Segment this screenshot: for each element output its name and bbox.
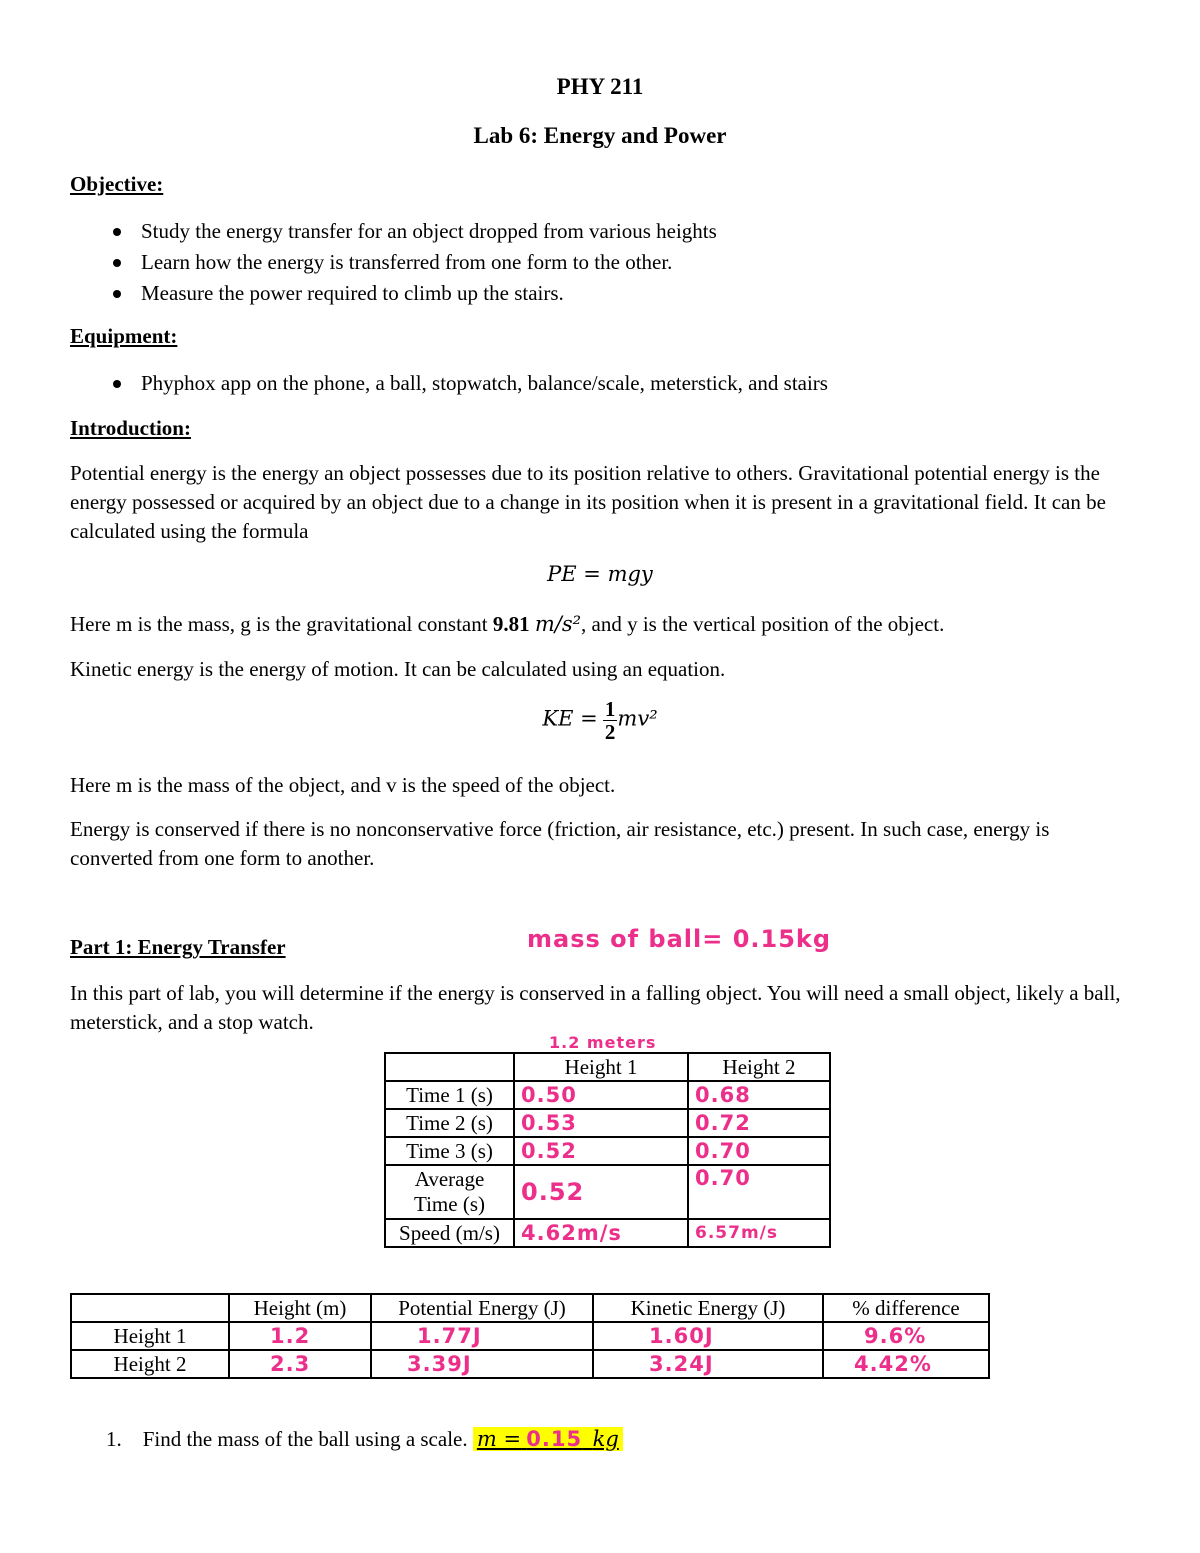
intro-paragraph-2: Here m is the mass, g is the gravitational constant 9.81 m/s², and y is the vertical position of the object. xyxy=(70,612,945,636)
intro-paragraph-4: Here m is the mass of the object, and v is the speed of the object. xyxy=(70,773,616,797)
handwritten-cell: 2.3 xyxy=(229,1350,371,1378)
energy-table xyxy=(70,1293,990,1379)
time-table xyxy=(384,1052,831,1248)
column-header: Potential Energy (J) xyxy=(371,1294,593,1322)
handwritten-cell: 3.39J xyxy=(371,1350,593,1378)
handwritten-cell: 4.42% xyxy=(823,1350,989,1378)
row-label: Average Time (s) xyxy=(385,1165,514,1219)
g-unit: m/s² xyxy=(534,612,582,636)
table-row xyxy=(385,1109,830,1137)
handwritten-cell: 0.68 xyxy=(688,1081,830,1109)
objective-item: Learn how the energy is transferred from one form to the other. xyxy=(70,247,717,278)
part1-heading: Part 1: Energy Transfer xyxy=(70,935,286,959)
table-row xyxy=(385,1219,830,1247)
handwritten-cell: 1.60J xyxy=(593,1322,823,1350)
row-label: Time 3 (s) xyxy=(385,1137,514,1165)
course-code: PHY 211 xyxy=(556,74,644,99)
handwritten-cell: 0.53 xyxy=(514,1109,688,1137)
objective-heading: Objective: xyxy=(70,172,164,196)
handwritten-cell: 0.70 xyxy=(688,1165,830,1219)
handwritten-cell: 0.52 xyxy=(514,1137,688,1165)
part1-paragraph: In this part of lab, you will determine if the energy is conserved in a falling object. You will need a small object, likely a ball, meterstick, and a stop watch. xyxy=(70,981,1121,1034)
column-header: % difference xyxy=(823,1294,989,1322)
question-number: 1. xyxy=(106,1427,122,1451)
column-header: Height 1 xyxy=(514,1053,688,1081)
row-label: Speed (m/s) xyxy=(385,1219,514,1247)
table-header-row xyxy=(385,1053,830,1081)
column-header: Height 2 xyxy=(688,1053,830,1081)
table-row xyxy=(385,1165,830,1219)
handwritten-cell: 0.52 xyxy=(514,1165,688,1219)
table-row xyxy=(71,1322,989,1350)
g-value: 9.81 xyxy=(492,612,530,636)
objective-list xyxy=(70,216,717,309)
introduction-heading: Introduction: xyxy=(70,416,191,440)
mass-answer-highlight: m = 0.15 kg xyxy=(473,1427,623,1451)
column-header: Height (m) xyxy=(229,1294,371,1322)
equipment-item: Phyphox app on the phone, a ball, stopwatch, balance/scale, meterstick, and stairs xyxy=(70,368,828,399)
potential-energy-formula: PE = mgy xyxy=(547,562,653,586)
handwritten-cell: 4.62m/s xyxy=(514,1219,688,1247)
handwritten-cell: 6.57m/s xyxy=(688,1219,830,1247)
handwritten-mass-note: mass of ball= 0.15kg xyxy=(527,925,832,953)
objective-item: Measure the power required to climb up the stairs. xyxy=(70,278,717,309)
intro-paragraph-1: Potential energy is the energy an object possesses due to its position relative to others. Gravitational potential energy is the energy possessed or acquired by an object due to a change in its position when it is present in a gravitational field. It can be calculated using the formula xyxy=(70,461,1106,543)
handwritten-cell: 9.6% xyxy=(823,1322,989,1350)
row-label: Height 1 xyxy=(71,1322,229,1350)
row-label: Time 2 (s) xyxy=(385,1109,514,1137)
question-1 xyxy=(106,1425,623,1454)
handwritten-height-note: 1.2 meters xyxy=(549,1033,657,1052)
equipment-heading: Equipment: xyxy=(70,324,178,348)
handwritten-mass-answer: 0.15 xyxy=(526,1427,583,1451)
row-label: Time 1 (s) xyxy=(385,1081,514,1109)
handwritten-cell: 0.50 xyxy=(514,1081,688,1109)
row-label: Height 2 xyxy=(71,1350,229,1378)
table-row xyxy=(71,1350,989,1378)
handwritten-cell: 1.77J xyxy=(371,1322,593,1350)
handwritten-cell: 1.2 xyxy=(229,1322,371,1350)
handwritten-cell: 0.72 xyxy=(688,1109,830,1137)
lab-title: Lab 6: Energy and Power xyxy=(473,123,727,148)
table-header-row xyxy=(71,1294,989,1322)
table-row xyxy=(385,1081,830,1109)
kinetic-energy-formula: KE = $\frac{1}{2}$ mv² xyxy=(542,697,658,744)
handwritten-cell: 3.24J xyxy=(593,1350,823,1378)
column-header: Kinetic Energy (J) xyxy=(593,1294,823,1322)
table-row xyxy=(385,1137,830,1165)
ke-fraction: $\frac{1}{2}$ xyxy=(604,697,616,744)
intro-paragraph-5: Energy is conserved if there is no nonconservative force (friction, air resistance, etc.) present. In such case, energy is converted from one form to another. xyxy=(70,817,1050,870)
question-text: Find the mass of the ball using a scale. xyxy=(142,1427,468,1451)
objective-item: Study the energy transfer for an object dropped from various heights xyxy=(70,216,717,247)
handwritten-cell: 0.70 xyxy=(688,1137,830,1165)
intro-paragraph-3: Kinetic energy is the energy of motion. It can be calculated using an equation. xyxy=(70,657,726,681)
equipment-list xyxy=(70,368,828,399)
